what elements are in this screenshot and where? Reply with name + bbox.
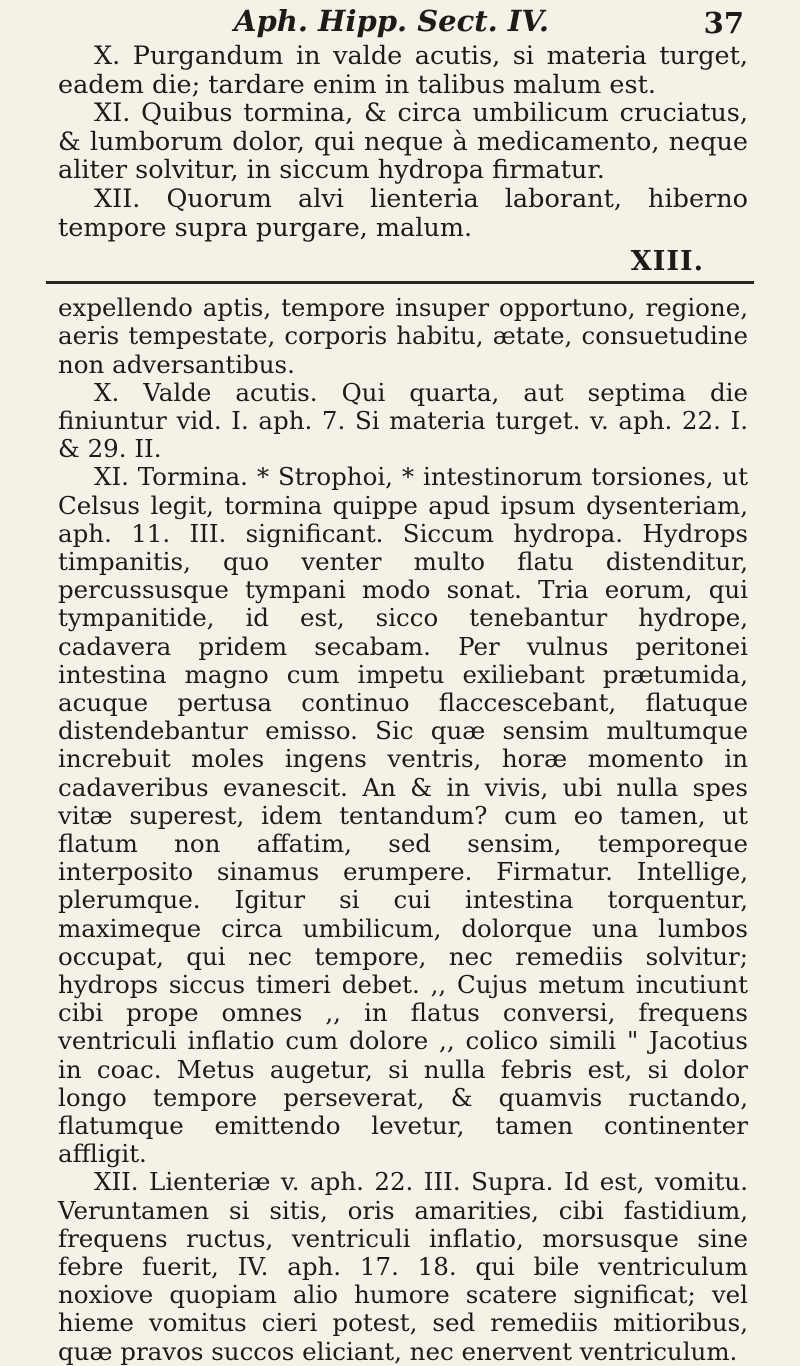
page-header (58, 0, 748, 42)
aphorism-x: X. Purgandum in valde acutis, si materia turget, eadem die; tardare enim in talibus malum est. (58, 41, 748, 100)
catchword: XIII. (630, 246, 704, 278)
page-number: 37 (703, 6, 744, 40)
running-head: Aph. Hipp. Sect. IV. (234, 4, 549, 38)
aphorism-xii: XII. Quorum alvi lienteria laborant, hiberno tempore supra purgare, malum. (58, 183, 748, 243)
commentary-text (58, 294, 748, 1366)
commentary-x: X. Valde acutis. Qui quarta, aut septima die finiuntur vid. I. aph. 7. Si materia turget. v. aph. 22. I. & 29. II. (58, 377, 748, 464)
commentary-continuation: expellendo aptis, tempore insuper opportuno, regione, aeris tempestate, corporis habitu, ætate, consuetudine non adversantibus. (58, 293, 748, 379)
commentary-xii: XII. Lienteriæ v. aph. 22. III. Supra. Id est, vomitu. Veruntamen si sitis, oris amarities, cibi fastidium, frequens ructus, ventriculi inflatio, morsusque sine febre fuerit, IV. aph. 17. 18. qui bile ventriculum noxiove quopiam alio humore scatere significat; vel hieme vomitus cieri potest, sed remediis mitioribus, quæ pravos succos eliciant, nec enervent ventriculum. (58, 1167, 748, 1366)
aphorism-xi: XI. Quibus tormina, & circa umbilicum cruciatus, & lumborum dolor, qui neque à medicamento, neque aliter solvitur, in siccum hydropa firmatur. (58, 98, 748, 186)
section-divider (46, 281, 754, 284)
commentary-xi: XI. Tormina. * Strophoi, * intestinorum torsiones, ut Celsus legit, tormina quippe apud ipsum dysenteriam, aph. 11. III. significant. Siccum hydropa. Hydrops timpanitis, quo venter multo flatu distenditur, percussusque tympani modo sonat. Tria eorum, qui tympanitide, id est, sicco tenebantur hydrope, cadavera pridem secabam. Per vulnus peritonei intestina magno cum impetu exiliebant prætumida, acuque pertusa continuo flaccescebant, flatuque distendebantur emisso. Sic quæ sensim multumque increbuit moles ingens ventris, horæ momento in cadaveribus evanescit. An & in vivis, ubi nulla spes vitæ superest, idem tentandum? cum eo tamen, ut flatum non affatim, sed sensim, temporeque interposito sinamus erumpere. Firmatur. Intellige, plerumque. Igitur si cui intestina torquentur, maximeque circa umbilicum, dolorque una lumbos occupat, qui nec tempore, nec remediis solvitur; hydrops siccus timeri debet. ,, Cujus metum incutiunt cibi prope omnes ,, in flatus conversi, frequens ventriculi inflatio cum dolore ,, colico simili " Jacotius in coac. Metus augetur, si nulla febris est, si dolor longo tempore perseverat, & quamvis ructando, flatumque emittendo levetur, tamen continenter affligit. (58, 462, 748, 1169)
aphorism-text (58, 42, 748, 242)
